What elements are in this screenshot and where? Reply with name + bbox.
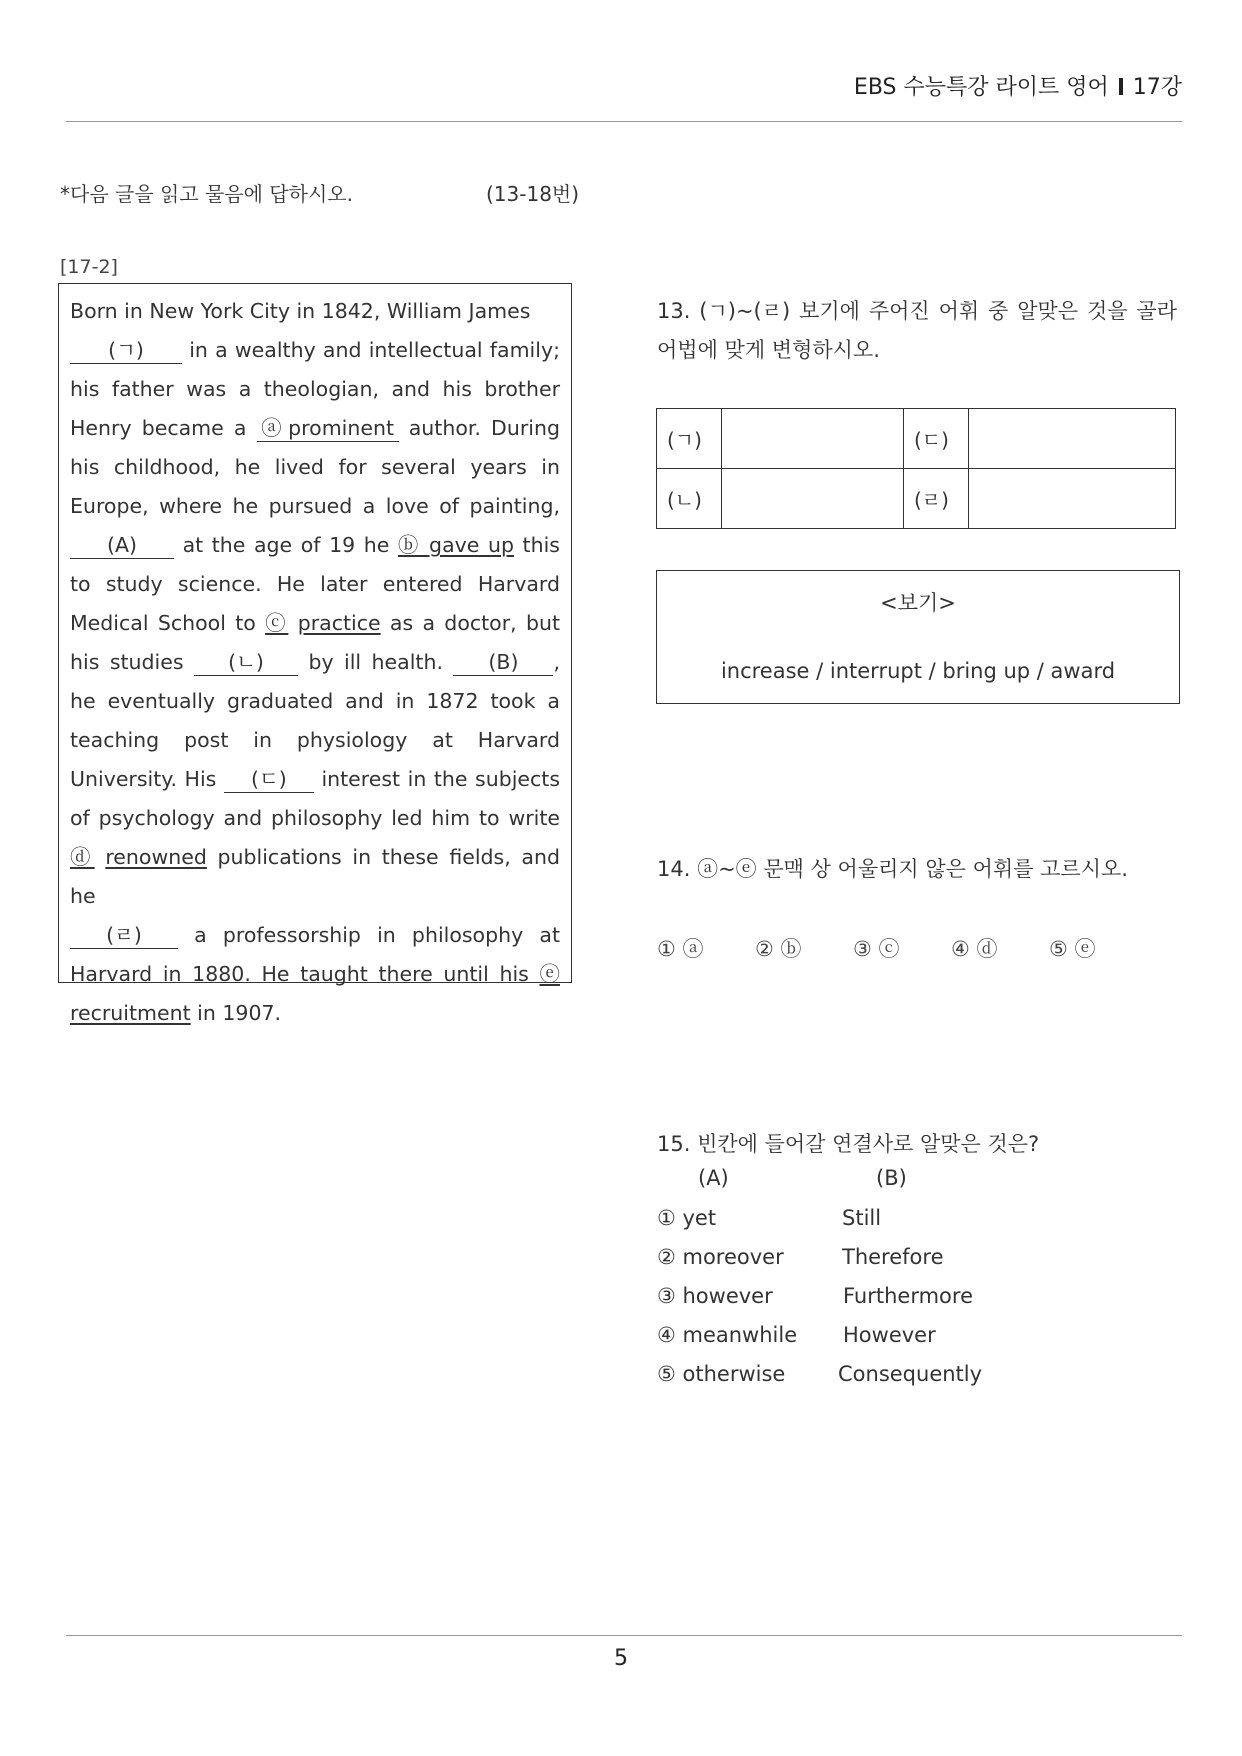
blank-d: (ㄷ) [224, 766, 314, 793]
question-range: (13-18번) [486, 182, 580, 206]
passage-segment: by ill health. [308, 650, 443, 674]
word-d-marker: ⓓ [70, 845, 95, 869]
instruction-text: *다음 글을 읽고 물음에 답하시오. [60, 182, 353, 206]
passage-text [70, 292, 560, 1033]
question-15: 15. 빈칸에 들어갈 연결사로 알맞은 것은? [657, 1132, 1040, 1156]
question-14: 14. ⓐ~ⓔ 문맥 상 어울리지 않은 어휘를 고르시오. [657, 857, 1128, 881]
answer-cell-g[interactable] [722, 409, 904, 469]
option-5-b: Consequently [838, 1362, 983, 1386]
passage-segment: this to study science. He later entered Harvard Medical School to [70, 533, 560, 635]
page-header [0, 70, 1182, 101]
passage-segment: Born in New York City in 1842, William James [70, 299, 531, 323]
passage-segment: interest in the subjects of psychology and philosophy led him to write [70, 767, 561, 830]
header-lesson: 17강 [1132, 75, 1182, 100]
answer-label-r: (ㄹ) [904, 469, 969, 529]
word-box [656, 570, 1180, 704]
header-rule [66, 121, 1182, 122]
passage-segment: , he eventually graduated and in 1872 took a teaching post in physiology at Harvard University. His [70, 650, 560, 791]
option-4-b: However [843, 1323, 936, 1347]
blank-A: (A) [70, 532, 174, 559]
header-title: EBS 수능특강 라이트 영어 [853, 75, 1109, 100]
answer-label-g: (ㄱ) [657, 409, 722, 469]
choice-2[interactable]: ② ⓑ [755, 937, 802, 961]
word-box-title: <보기> [880, 591, 956, 615]
option-4-a[interactable]: ④ meanwhile [657, 1323, 798, 1347]
column-a-header: (A) [698, 1166, 729, 1190]
answer-label-d: (ㄷ) [904, 409, 969, 469]
choice-4[interactable]: ④ ⓓ [951, 937, 998, 961]
option-3-a[interactable]: ③ however [657, 1284, 773, 1308]
passage-segment: as a doctor, but his studies [70, 611, 560, 674]
passage-box [58, 283, 572, 1025]
blank-r: (ㄹ) [70, 922, 178, 949]
option-2-a[interactable]: ② moreover [657, 1245, 784, 1269]
passage-segment: publications in these fields, and he [70, 845, 560, 908]
choice-1[interactable]: ① ⓐ [657, 937, 704, 961]
answer-cell-r[interactable] [969, 469, 1176, 529]
passage-tag: [17-2] [60, 256, 118, 278]
word-c-marker: ⓒ [265, 611, 289, 635]
footer-rule [66, 1635, 1182, 1636]
option-1-b: Still [842, 1206, 882, 1230]
column-b-header: (B) [876, 1166, 907, 1190]
word-box-words: increase / interrupt / bring up / award [720, 659, 1116, 683]
passage-segment: author. During his childhood, he lived for several years in Europe, where he pursued a love of painting, [70, 416, 560, 518]
page-number: 5 [614, 1646, 628, 1671]
word-c: practice [297, 611, 381, 635]
header-separator [1119, 78, 1123, 95]
blank-B: (B) [453, 649, 553, 676]
answer-cell-n[interactable] [722, 469, 904, 529]
passage-segment: in a wealthy and intellectual family; his father was a theologian, and his brother Henry became a [70, 338, 560, 440]
word-a: ⓐ prominent [257, 415, 399, 442]
question-13: 13. (ㄱ)~(ㄹ) 보기에 주어진 어휘 중 알맞은 것을 골라 어법에 맞게 변형하시오. [657, 299, 1177, 362]
answer-table [656, 408, 1176, 529]
passage-segment: a professorship in philosophy at Harvard in 1880. He taught there until his [70, 923, 560, 986]
choice-5[interactable]: ⑤ ⓔ [1049, 937, 1096, 961]
passage-segment: in 1907. [197, 1001, 282, 1025]
option-5-a[interactable]: ⑤ otherwise [657, 1362, 786, 1386]
choice-3[interactable]: ③ ⓒ [853, 937, 900, 961]
instruction-line [60, 178, 580, 207]
word-b: ⓑ gave up [397, 533, 514, 557]
blank-g: (ㄱ) [70, 337, 182, 364]
answer-label-n: (ㄴ) [657, 469, 722, 529]
passage-segment: at the age of 19 he [182, 533, 390, 557]
word-d: renowned [105, 845, 207, 869]
option-3-b: Furthermore [843, 1284, 973, 1308]
word-e: ⓔ recruitment [70, 962, 560, 1025]
blank-n: (ㄴ) [194, 649, 298, 676]
option-1-a[interactable]: ① yet [657, 1206, 717, 1230]
option-2-b: Therefore [842, 1245, 944, 1269]
answer-cell-d[interactable] [969, 409, 1176, 469]
